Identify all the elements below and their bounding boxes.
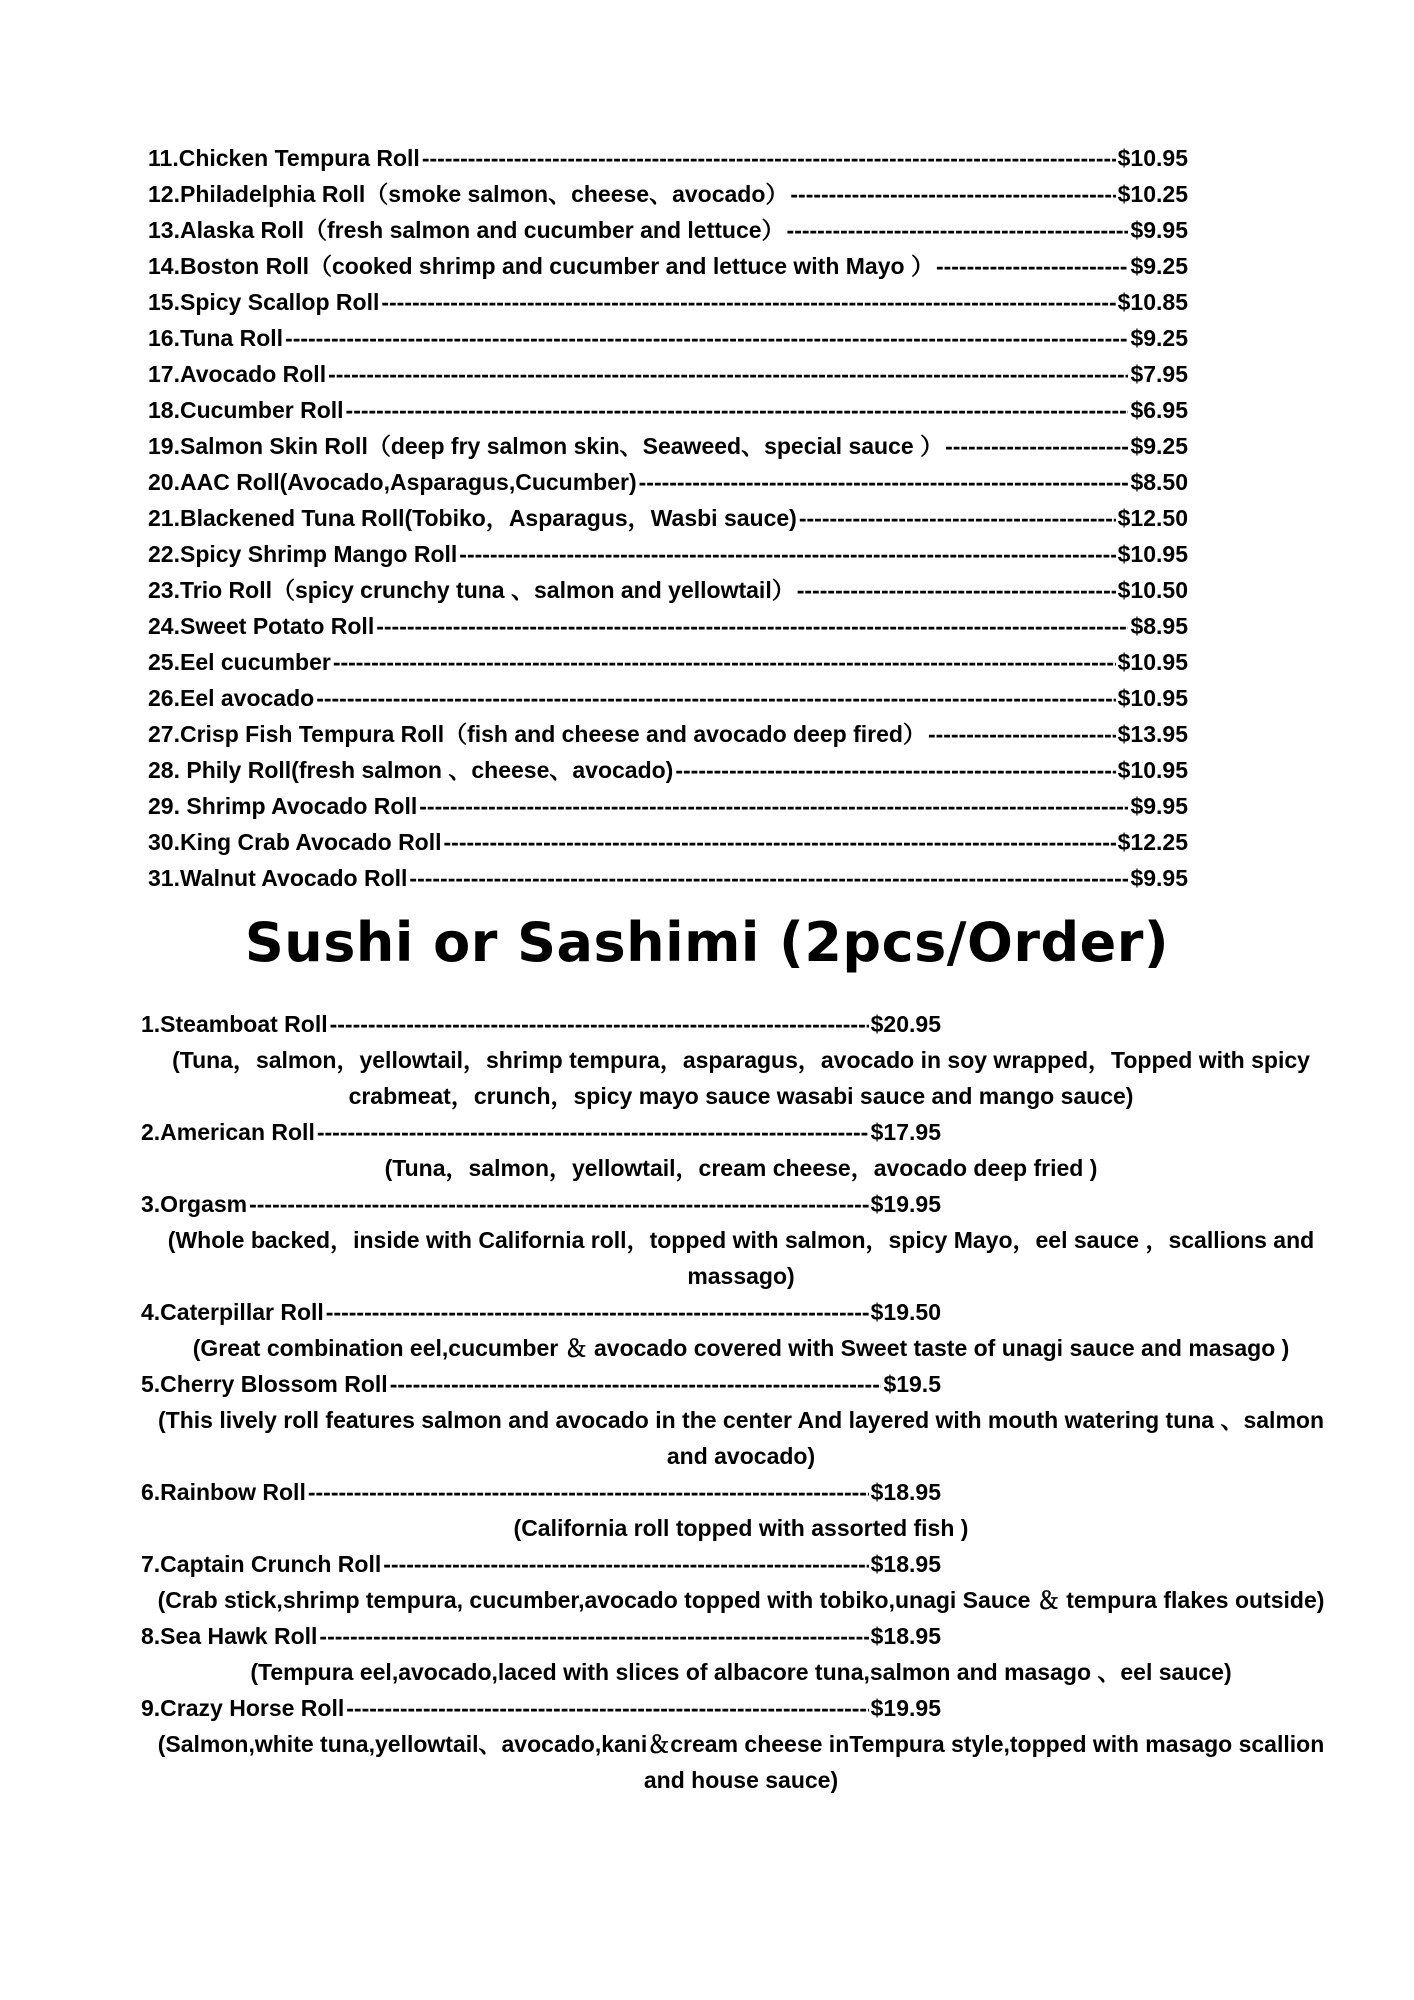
menu-item — [148, 248, 1188, 284]
item-price: $10.25 — [1117, 181, 1188, 207]
item-description: (Tuna，salmon，yellowtail，cream cheese，avocado deep fried ) — [384, 1155, 1098, 1181]
item-name: 14.Boston Roll（cooked shrimp and cucumber and lettuce with Mayo ） ----- — [148, 248, 1128, 284]
item-name: 3.Orgasm ----- — [141, 1186, 869, 1222]
special-item — [141, 1006, 1341, 1114]
item-name: 29. Shrimp Avocado Roll ----- — [148, 788, 1128, 824]
item-name: 25.Eel cucumber ----- — [148, 644, 1116, 680]
item-price: $12.50 — [1117, 505, 1188, 531]
item-name: 19.Salmon Skin Roll（deep fry salmon skin、Seaweed、special sauce ） ----- — [148, 428, 1128, 464]
menu-item — [148, 212, 1188, 248]
item-price: $10.95 — [1117, 685, 1188, 711]
section-title: Sushi or Sashimi (2pcs/Order) — [244, 911, 1170, 974]
item-price: $9.95 — [1130, 865, 1188, 891]
special-item — [141, 1546, 1341, 1618]
item-name: 13.Alaska Roll（fresh salmon and cucumber and lettuce） ----- — [148, 212, 1128, 248]
item-price: $9.25 — [1130, 325, 1188, 351]
special-item — [141, 1618, 1341, 1690]
item-name: 12.Philadelphia Roll（smoke salmon、cheese、avocado） ----- — [148, 176, 1116, 212]
item-price: $10.95 — [1117, 145, 1188, 171]
item-name: 21.Blackened Tuna Roll(Tobiko，Asparagus，Wasbi sauce) ----- — [148, 500, 1116, 536]
item-price: $9.95 — [1130, 217, 1188, 243]
item-price: $9.25 — [1130, 253, 1188, 279]
item-price: $10.95 — [1117, 649, 1188, 675]
item-price: $19.95 — [870, 1191, 941, 1217]
item-price: $18.95 — [870, 1479, 941, 1505]
menu-item — [148, 824, 1188, 860]
menu-item — [148, 752, 1188, 788]
menu-item — [148, 284, 1188, 320]
item-description: (Tempura eel,avocado,laced with slices of albacore tuna,salmon and masago 、eel sauce) — [250, 1659, 1232, 1685]
item-name: 16.Tuna Roll ----- — [148, 320, 1128, 356]
item-name: 1.Steamboat Roll ----- — [141, 1006, 869, 1042]
item-name: 20.AAC Roll(Avocado,Asparagus,Cucumber) ----- — [148, 464, 1128, 500]
menu-item — [148, 536, 1188, 572]
item-price: $7.95 — [1130, 361, 1188, 387]
menu-item — [148, 464, 1188, 500]
item-price: $10.95 — [1117, 757, 1188, 783]
item-name: 22.Spicy Shrimp Mango Roll ----- — [148, 536, 1116, 572]
special-item — [141, 1690, 1341, 1798]
item-price: $18.95 — [870, 1623, 941, 1649]
item-price: $17.95 — [870, 1119, 941, 1145]
menu-item — [148, 860, 1188, 896]
menu-item — [148, 788, 1188, 824]
item-price: $10.85 — [1117, 289, 1188, 315]
item-name: 7.Captain Crunch Roll ----- — [141, 1546, 869, 1582]
specials-list — [141, 1006, 1341, 1798]
item-name: 15.Spicy Scallop Roll ----- — [148, 284, 1116, 320]
item-name: 23.Trio Roll（spicy crunchy tuna 、salmon and yellowtail） ----- — [148, 572, 1116, 608]
item-price: $13.95 — [1117, 721, 1188, 747]
item-name: 28. Phily Roll(fresh salmon 、cheese、avocado) ----- — [148, 752, 1116, 788]
item-description: (Salmon,white tuna,yellowtail、avocado,kani＆cream cheese inTempura style,topped with masago scallion and house sauce) — [157, 1731, 1325, 1793]
item-name: 17.Avocado Roll ----- — [148, 356, 1128, 392]
item-name: 2.American Roll ----- — [141, 1114, 869, 1150]
item-name: 5.Cherry Blossom Roll ----- — [141, 1366, 881, 1402]
item-price: $8.95 — [1130, 613, 1188, 639]
menu-item — [148, 644, 1188, 680]
special-item — [141, 1114, 1341, 1186]
menu-item — [148, 356, 1188, 392]
item-name: 8.Sea Hawk Roll ----- — [141, 1618, 869, 1654]
rolls-list — [148, 140, 1188, 896]
item-price: $19.5 — [883, 1371, 941, 1397]
item-price: $20.95 — [870, 1011, 941, 1037]
item-price: $19.50 — [870, 1299, 941, 1325]
item-price: $9.95 — [1130, 793, 1188, 819]
menu-item — [148, 716, 1188, 752]
item-description: (Crab stick,shrimp tempura, cucumber,avocado topped with tobiko,unagi Sauce ＆ tempura flakes outside) — [157, 1587, 1325, 1613]
item-name: 24.Sweet Potato Roll ----- — [148, 608, 1128, 644]
item-price: $8.50 — [1130, 469, 1188, 495]
item-name: 27.Crisp Fish Tempura Roll（fish and cheese and avocado deep fired） ----- — [148, 716, 1116, 752]
item-description: (This lively roll features salmon and avocado in the center And layered with mouth watering tuna 、salmon and avocado) — [158, 1407, 1324, 1469]
item-price: $18.95 — [870, 1551, 941, 1577]
item-price: $19.95 — [870, 1695, 941, 1721]
item-name: 26.Eel avocado ----- — [148, 680, 1116, 716]
item-name: 11.Chicken Tempura Roll ----- — [148, 140, 1116, 176]
item-name: 4.Caterpillar Roll ----- — [141, 1294, 869, 1330]
item-description: (California roll topped with assorted fish ) — [513, 1515, 969, 1541]
item-name: 9.Crazy Horse Roll ----- — [141, 1690, 869, 1726]
item-name: 6.Rainbow Roll ----- — [141, 1474, 869, 1510]
menu-item — [148, 572, 1188, 608]
menu-item — [148, 392, 1188, 428]
special-item — [141, 1294, 1341, 1366]
item-price: $10.95 — [1117, 541, 1188, 567]
menu-item — [148, 500, 1188, 536]
item-price: $10.50 — [1117, 577, 1188, 603]
item-price: $12.25 — [1117, 829, 1188, 855]
item-description: (Tuna，salmon，yellowtail，shrimp tempura，asparagus，avocado in soy wrapped，Topped with spicy crabmeat，crunch，spicy mayo sauce wasabi sauce and mango sauce) — [172, 1047, 1310, 1109]
item-price: $6.95 — [1130, 397, 1188, 423]
special-item — [141, 1474, 1341, 1546]
menu-item — [148, 176, 1188, 212]
menu-item — [148, 428, 1188, 464]
item-name: 18.Cucumber Roll ----- — [148, 392, 1128, 428]
menu-item — [148, 140, 1188, 176]
item-description: (Great combination eel,cucumber ＆ avocado covered with Sweet taste of unagi sauce and masago ) — [192, 1335, 1290, 1361]
item-name: 30.King Crab Avocado Roll ----- — [148, 824, 1116, 860]
menu-item — [148, 320, 1188, 356]
item-name: 31.Walnut Avocado Roll ----- — [148, 860, 1128, 896]
item-description: (Whole backed，inside with California roll，topped with salmon，spicy Mayo，eel sauce ，scallions and massago) — [167, 1227, 1315, 1289]
special-item — [141, 1186, 1341, 1294]
menu-item — [148, 608, 1188, 644]
menu-item — [148, 680, 1188, 716]
item-price: $9.25 — [1130, 433, 1188, 459]
special-item — [141, 1366, 1341, 1474]
